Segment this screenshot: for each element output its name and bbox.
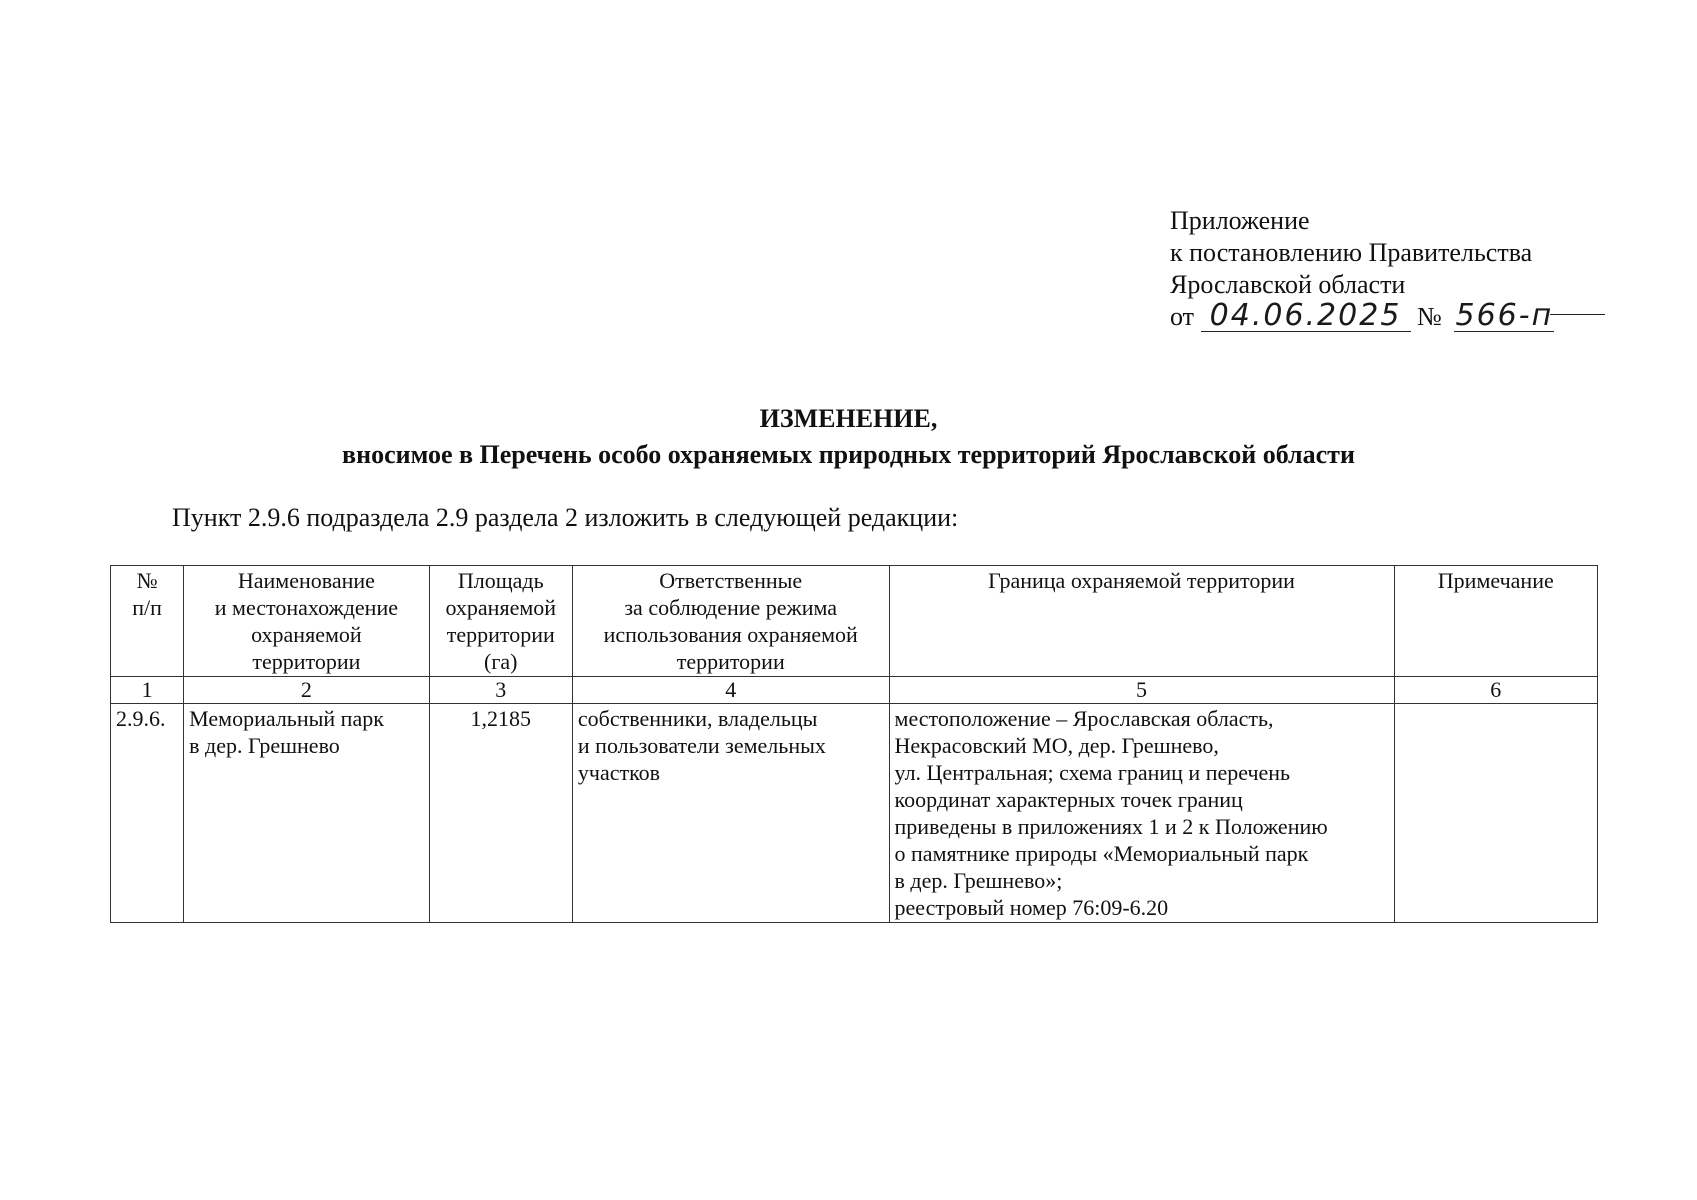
appendix-date-line [1170, 298, 1605, 333]
appendix-line-1: Приложение [1170, 206, 1310, 235]
handwritten-date: 04.06.2025 [1201, 301, 1411, 332]
header-col-3: Площадь охраняемой территории (га) [429, 566, 572, 677]
appendix-line-3: Ярославской области [1170, 270, 1406, 299]
appendix-header [1170, 205, 1605, 333]
row-boundary: местоположение – Ярославская область, Некрасовский МО, дер. Грешнево, ул. Центральная; схема границ и перечень координат характерных точек границ приведены в приложениях 1 и 2 к Положению о памятнике природы «Мемориальный парк в дер. Грешнево»; реестровый номер 76:09-6.20 [889, 704, 1394, 923]
from-label: от [1170, 302, 1195, 331]
row-responsible: собственники, владельцы и пользователи земельных участков [572, 704, 889, 923]
territory-table [110, 565, 1598, 923]
column-number-2: 2 [184, 677, 429, 704]
column-number-4: 4 [572, 677, 889, 704]
table-header-row [111, 566, 1598, 677]
header-col-1: № п/п [111, 566, 184, 677]
column-number-row [111, 677, 1598, 704]
row-note [1394, 704, 1597, 923]
intro-paragraph: Пункт 2.9.6 подраздела 2.9 раздела 2 изложить в следующей редакции: [172, 503, 959, 532]
document-subtitle: вносимое в Перечень особо охраняемых природных территорий Ярославской области [342, 440, 1355, 469]
column-number-1: 1 [111, 677, 184, 704]
number-label: № [1417, 302, 1442, 331]
column-number-5: 5 [889, 677, 1394, 704]
handwritten-stroke [1550, 314, 1605, 315]
row-number: 2.9.6. [111, 704, 184, 923]
column-number-3: 3 [429, 677, 572, 704]
row-name: Мемориальный парк в дер. Грешнево [184, 704, 429, 923]
document-title: ИЗМЕНЕНИЕ, [759, 404, 938, 433]
appendix-line-2: к постановлению Правительства [1170, 238, 1533, 267]
row-area: 1,2185 [429, 704, 572, 923]
header-col-2: Наименование и местонахождение охраняемой территории [184, 566, 429, 677]
table-row [111, 704, 1598, 923]
header-col-6: Примечание [1394, 566, 1597, 677]
header-col-4: Ответственные за соблюдение режима использования охраняемой территории [572, 566, 889, 677]
column-number-6: 6 [1394, 677, 1597, 704]
handwritten-number: 566-п [1455, 298, 1554, 333]
header-col-5: Граница охраняемой территории [889, 566, 1394, 677]
